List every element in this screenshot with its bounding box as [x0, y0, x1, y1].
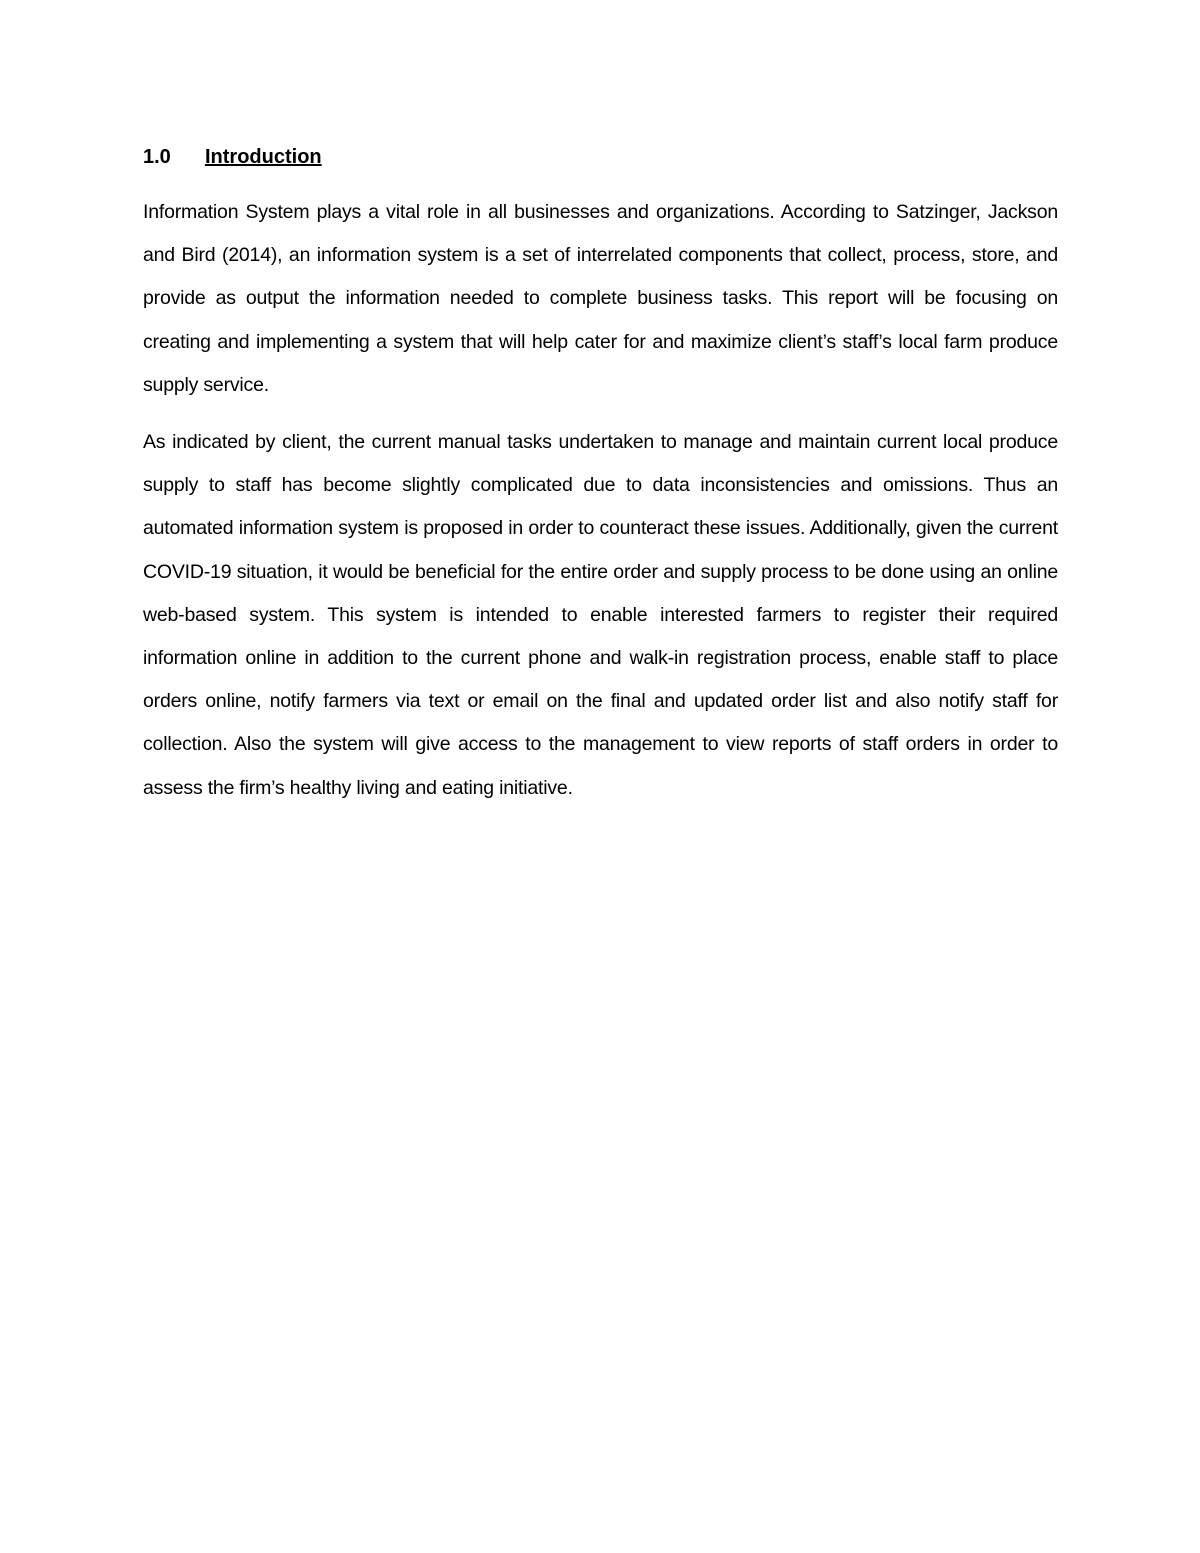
- paragraph-intro: Information System plays a vital role in all businesses and organizations. According to Satzinger, Jackson and Bird (2014), an information system is a set of interrelated components that collect, process, store, and provide as output the information needed to complete business tasks. This report will be focusing on creating and implementing a system that will help cater for and maximize client’s staff’s local farm produce supply service.: [143, 201, 1058, 396]
- paragraph-proposal: As indicated by client, the current manual tasks undertaken to manage and maintain current local produce supply to staff has become slightly complicated due to data inconsistencies and omissions. Thus an automated information system is proposed in order to counteract these issues. Additionally, given the current COVID-19 situation, it would be beneficial for the entire order and supply process to be done using an online web-based system. This system is intended to enable interested farmers to register their required information online in addition to the current phone and walk-in registration process, enable staff to place orders online, notify farmers via text or email on the final and updated order list and also notify staff for collection. Also the system will give access to the management to view reports of staff orders in order to assess the firm’s healthy living and eating initiative.: [143, 431, 1058, 799]
- document-body: [143, 143, 1058, 824]
- section-title: Introduction: [205, 146, 322, 168]
- section-number: 1.0: [143, 146, 171, 168]
- section-heading: [143, 143, 1058, 171]
